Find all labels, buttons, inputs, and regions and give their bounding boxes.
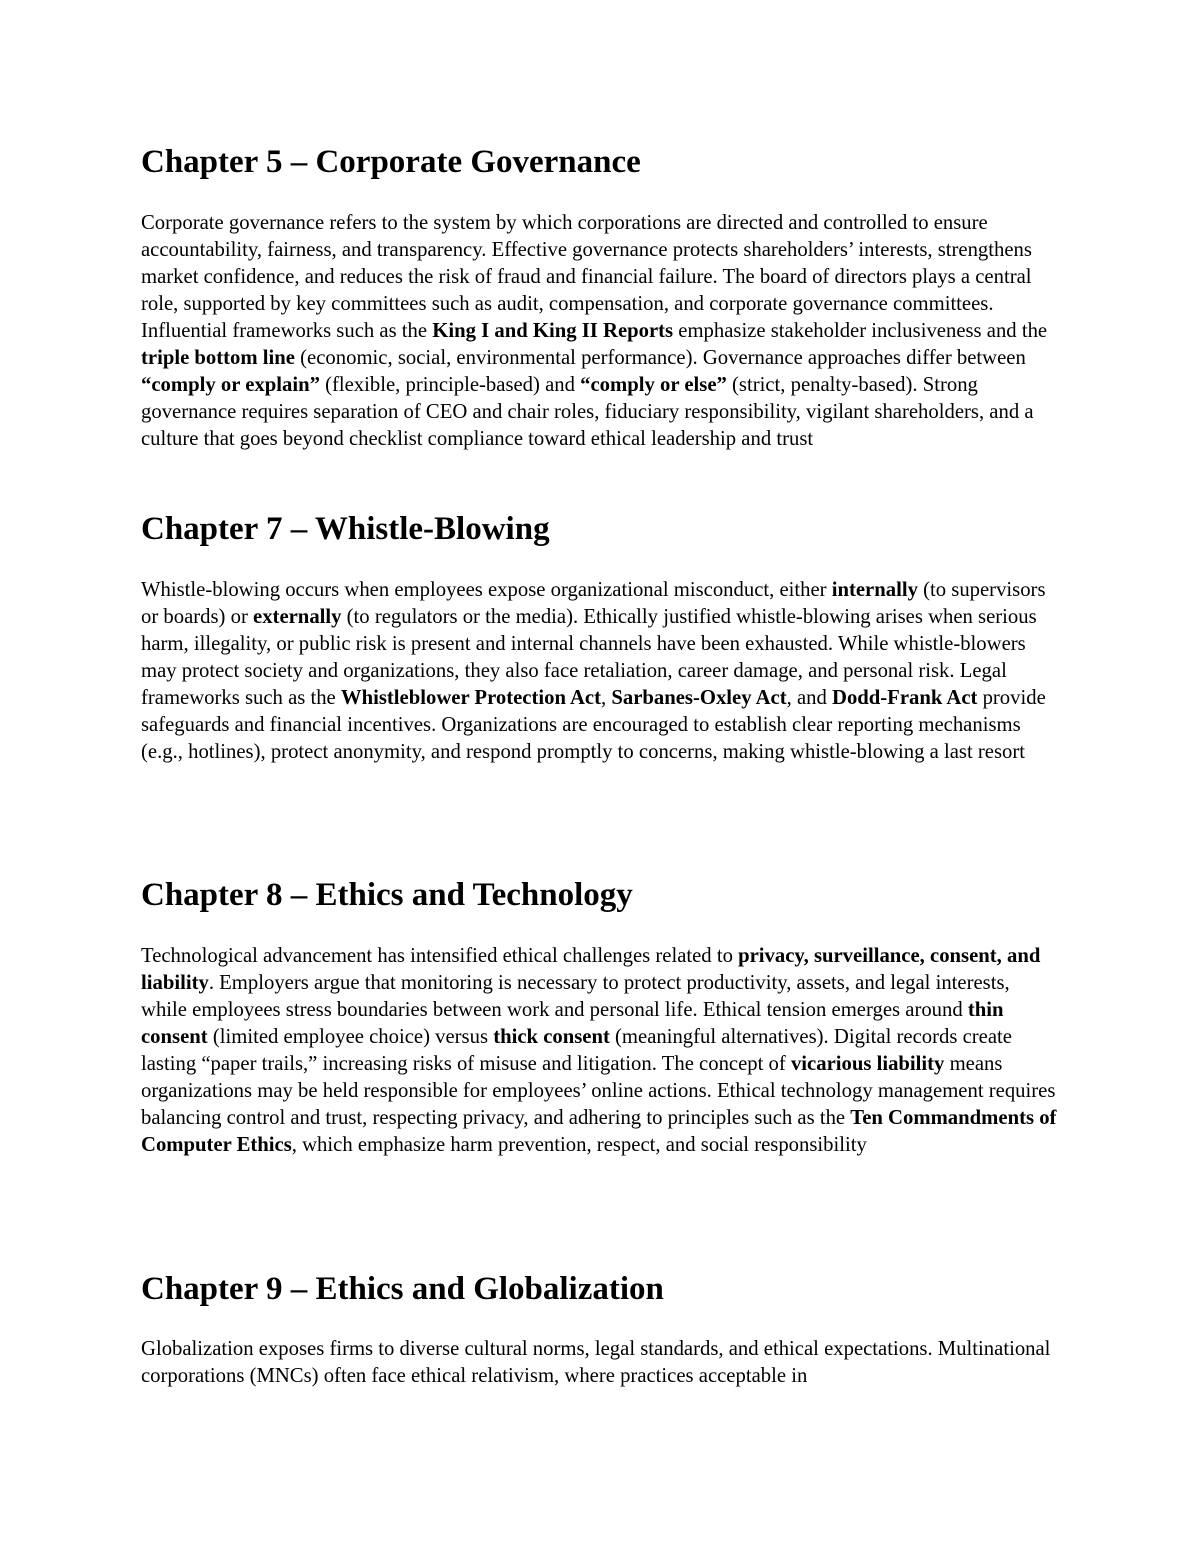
text-run: means organizations may be held responsible for employees’ online actions. Ethical technology management requires balancing control and trust, respecting privacy, and adhering to principles such as the: [141, 1053, 1056, 1129]
text-run: (to regulators or the media). Ethically justified whistle-blowing arises when serious harm, illegality, or public risk is present and internal channels have been exhausted. While whistle-blowers may protect society and organizations, they also face retaliation, career damage, and personal risk. Legal frameworks such as the: [141, 606, 1037, 709]
bold-term: externally: [253, 606, 342, 628]
text-run: Whistle-blowing occurs when employees expose organizational misconduct, either: [141, 579, 832, 601]
bold-term: King I and King II Reports: [432, 320, 674, 342]
chapter-9-title: Chapter 9 – Ethics and Globalization: [141, 1271, 664, 1307]
text-run: (flexible, principle-based) and: [319, 374, 581, 396]
text-run: Technological advancement has intensified ethical challenges related to: [141, 945, 739, 967]
bold-term: “comply or else”: [580, 374, 727, 396]
text-run: emphasize stakeholder inclusiveness and the: [673, 320, 1048, 342]
text-run: . Employers argue that monitoring is necessary to protect productivity, assets, and legal interests, while employees stress boundaries between work and personal life. Ethical tension emerges around: [141, 972, 1010, 1021]
bold-term: internally: [831, 579, 918, 601]
chapter-7-body: [141, 577, 1059, 766]
text-run: provide safeguards and financial incentives. Organizations are encouraged to establish clear reporting mechanisms (e.g., hotlines), protect anonymity, and respond promptly to concerns, making whistle-blowing a last resort: [141, 687, 1046, 763]
text-run: (to supervisors or boards) or: [141, 579, 1046, 628]
bold-term: vicarious liability: [790, 1053, 945, 1075]
chapter-8-title: Chapter 8 – Ethics and Technology: [141, 877, 633, 913]
text-run: (limited employee choice) versus: [207, 1026, 494, 1048]
chapter-5-title: Chapter 5 – Corporate Governance: [141, 144, 641, 180]
bold-term: Dodd-Frank Act: [832, 687, 978, 709]
text-run: Corporate governance refers to the system by which corporations are directed and controlled to ensure accountability, fairness, and transparency. Effective governance protects shareholders’ interests, strengthens market confidence, and reduces the risk of fraud and financial failure. The board of directors plays a central role, supported by key committees such as audit, compensation, and corporate governance committees. Influential frameworks such as the: [141, 212, 1032, 342]
bold-term: Ten Commandments of Computer Ethics: [141, 1107, 1057, 1156]
chapter-8-body: [141, 943, 1059, 1159]
bold-term: Whistleblower Protection Act: [340, 687, 601, 709]
text-run: ,: [601, 687, 612, 709]
text-run: , which emphasize harm prevention, respect, and social responsibility: [291, 1134, 867, 1156]
text-run: (meaningful alternatives). Digital records create lasting “paper trails,” increasing risks of misuse and litigation. The concept of: [141, 1026, 1012, 1075]
bold-term: “comply or explain”: [141, 374, 320, 396]
text-run: (economic, social, environmental performance). Governance approaches differ between: [295, 347, 1026, 369]
bold-term: triple bottom line: [141, 347, 295, 369]
bold-term: thick consent: [493, 1026, 610, 1048]
bold-term: privacy, surveillance, consent, and liability: [141, 945, 1041, 994]
text-run: , and: [786, 687, 832, 709]
text-run: (strict, penalty-based). Strong governance requires separation of CEO and chair roles, fiduciary responsibility, vigilant shareholders, and a culture that goes beyond checklist compliance toward ethical leadership and trust: [141, 374, 1034, 450]
bold-term: Sarbanes-Oxley Act: [611, 687, 787, 709]
chapter-5-body: [141, 210, 1059, 453]
chapter-7-title: Chapter 7 – Whistle-Blowing: [141, 511, 550, 547]
text-run: Globalization exposes firms to diverse cultural norms, legal standards, and ethical expectations. Multinational corporations (MNCs) often face ethical relativism, where practices acceptable in: [141, 1338, 1051, 1387]
bold-term: thin consent: [141, 999, 1004, 1048]
chapter-9-body: [141, 1336, 1059, 1390]
